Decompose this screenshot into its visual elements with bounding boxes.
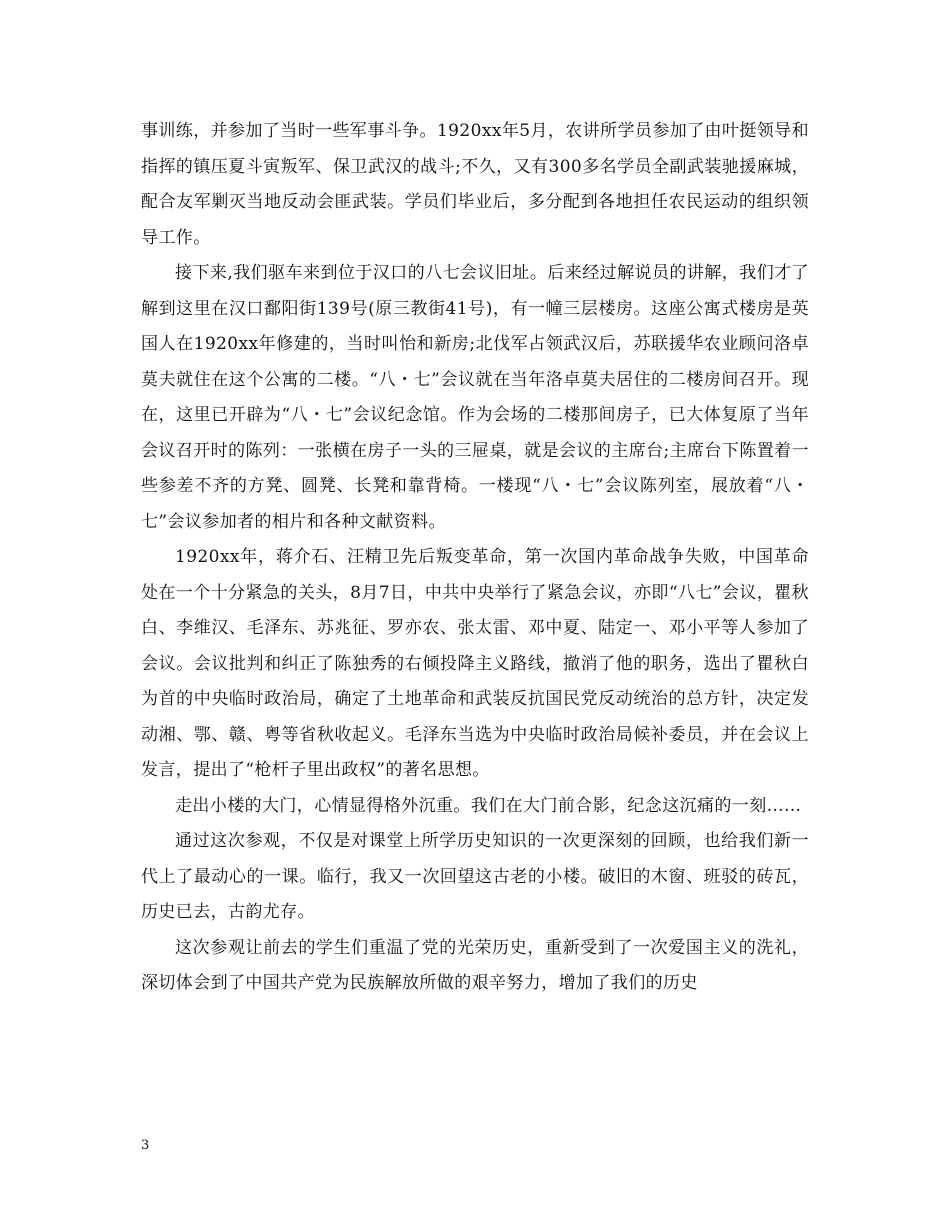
paragraph-continued-training: 事训练，并参加了当时一些军事斗争。1920xx年5月，农讲所学员参加了由叶挺领导和指挥的镇压夏斗寅叛军、保卫武汉的战斗;不久，又有300多名学员全副武装驰援麻城，配合友军剿灭当地反动会匪武装。学员们毕业后，多分配到各地担任农民运动的组织领导工作。 — [141, 121, 809, 248]
paragraph-reflection: 通过这次参观，不仅是对课堂上所学历史知识的一次更深刻的回顾，也给我们新一代上了最动心的一课。临行，我又一次回望这古老的小楼。破旧的木窗、班驳的砖瓦，历史已去，古韵尤存。 — [141, 831, 809, 922]
paragraph-august-seventh-site: 接下来,我们驱车来到位于汉口的八七会议旧址。后来经过解说员的讲解，我们才了解到这里在汉口鄱阳街139号(原三教街41号)，有一幢三层楼房。这座公寓式楼房是英国人在1920xx年修建的，当时叫怡和新房;北伐军占领武汉后，苏联援华农业顾问洛卓莫夫就住在这个公寓的二楼。“八・七”会议就在当年洛卓莫夫居住的二楼房间召开。现在，这里已开辟为“八・七”会议纪念馆。作为会场的二楼那间房子，已大体复原了当年会议召开时的陈列：一张横在房子一头的三屉桌，就是会议的主席台;主席台下陈置着一些参差不齐的方凳、圆凳、长凳和靠背椅。一楼现“八・七”会议陈列室，展放着“八・七”会议参加者的相片和各种文献资料。 — [141, 263, 809, 532]
paragraph-conclusion: 这次参观让前去的学生们重温了党的光荣历史，重新受到了一次爱国主义的洗礼，深切体会到了中国共产党为民族解放所做的艰辛努力，增加了我们的历史 — [141, 937, 809, 993]
body-text — [141, 114, 809, 1002]
paragraph-leaving-building: 走出小楼的大门，心情显得格外沉重。我们在大门前合影，纪念这沉痛的一刻…… — [175, 795, 802, 816]
paragraph-emergency-meeting: 1920xx年，蒋介石、汪精卫先后叛变革命，第一次国内革命战争失败，中国革命处在一个十分紧急的关头，8月7日，中共中央举行了紧急会议，亦即“八七”会议，瞿秋白、李维汉、毛泽东、苏兆征、罗亦农、张太雷、邓中夏、陆定一、邓小平等人参加了会议。会议批判和纠正了陈独秀的右倾投降主义路线，撤消了他的职务，选出了瞿秋白为首的中央临时政治局，确定了土地革命和武装反抗国民党反动统治的总方针，决定发动湘、鄂、赣、粤等省秋收起义。毛泽东当选为中央临时政治局候补委员，并在会议上发言，提出了“枪杆子里出政权”的著名思想。 — [141, 547, 809, 780]
page-number: 3 — [141, 1138, 150, 1153]
